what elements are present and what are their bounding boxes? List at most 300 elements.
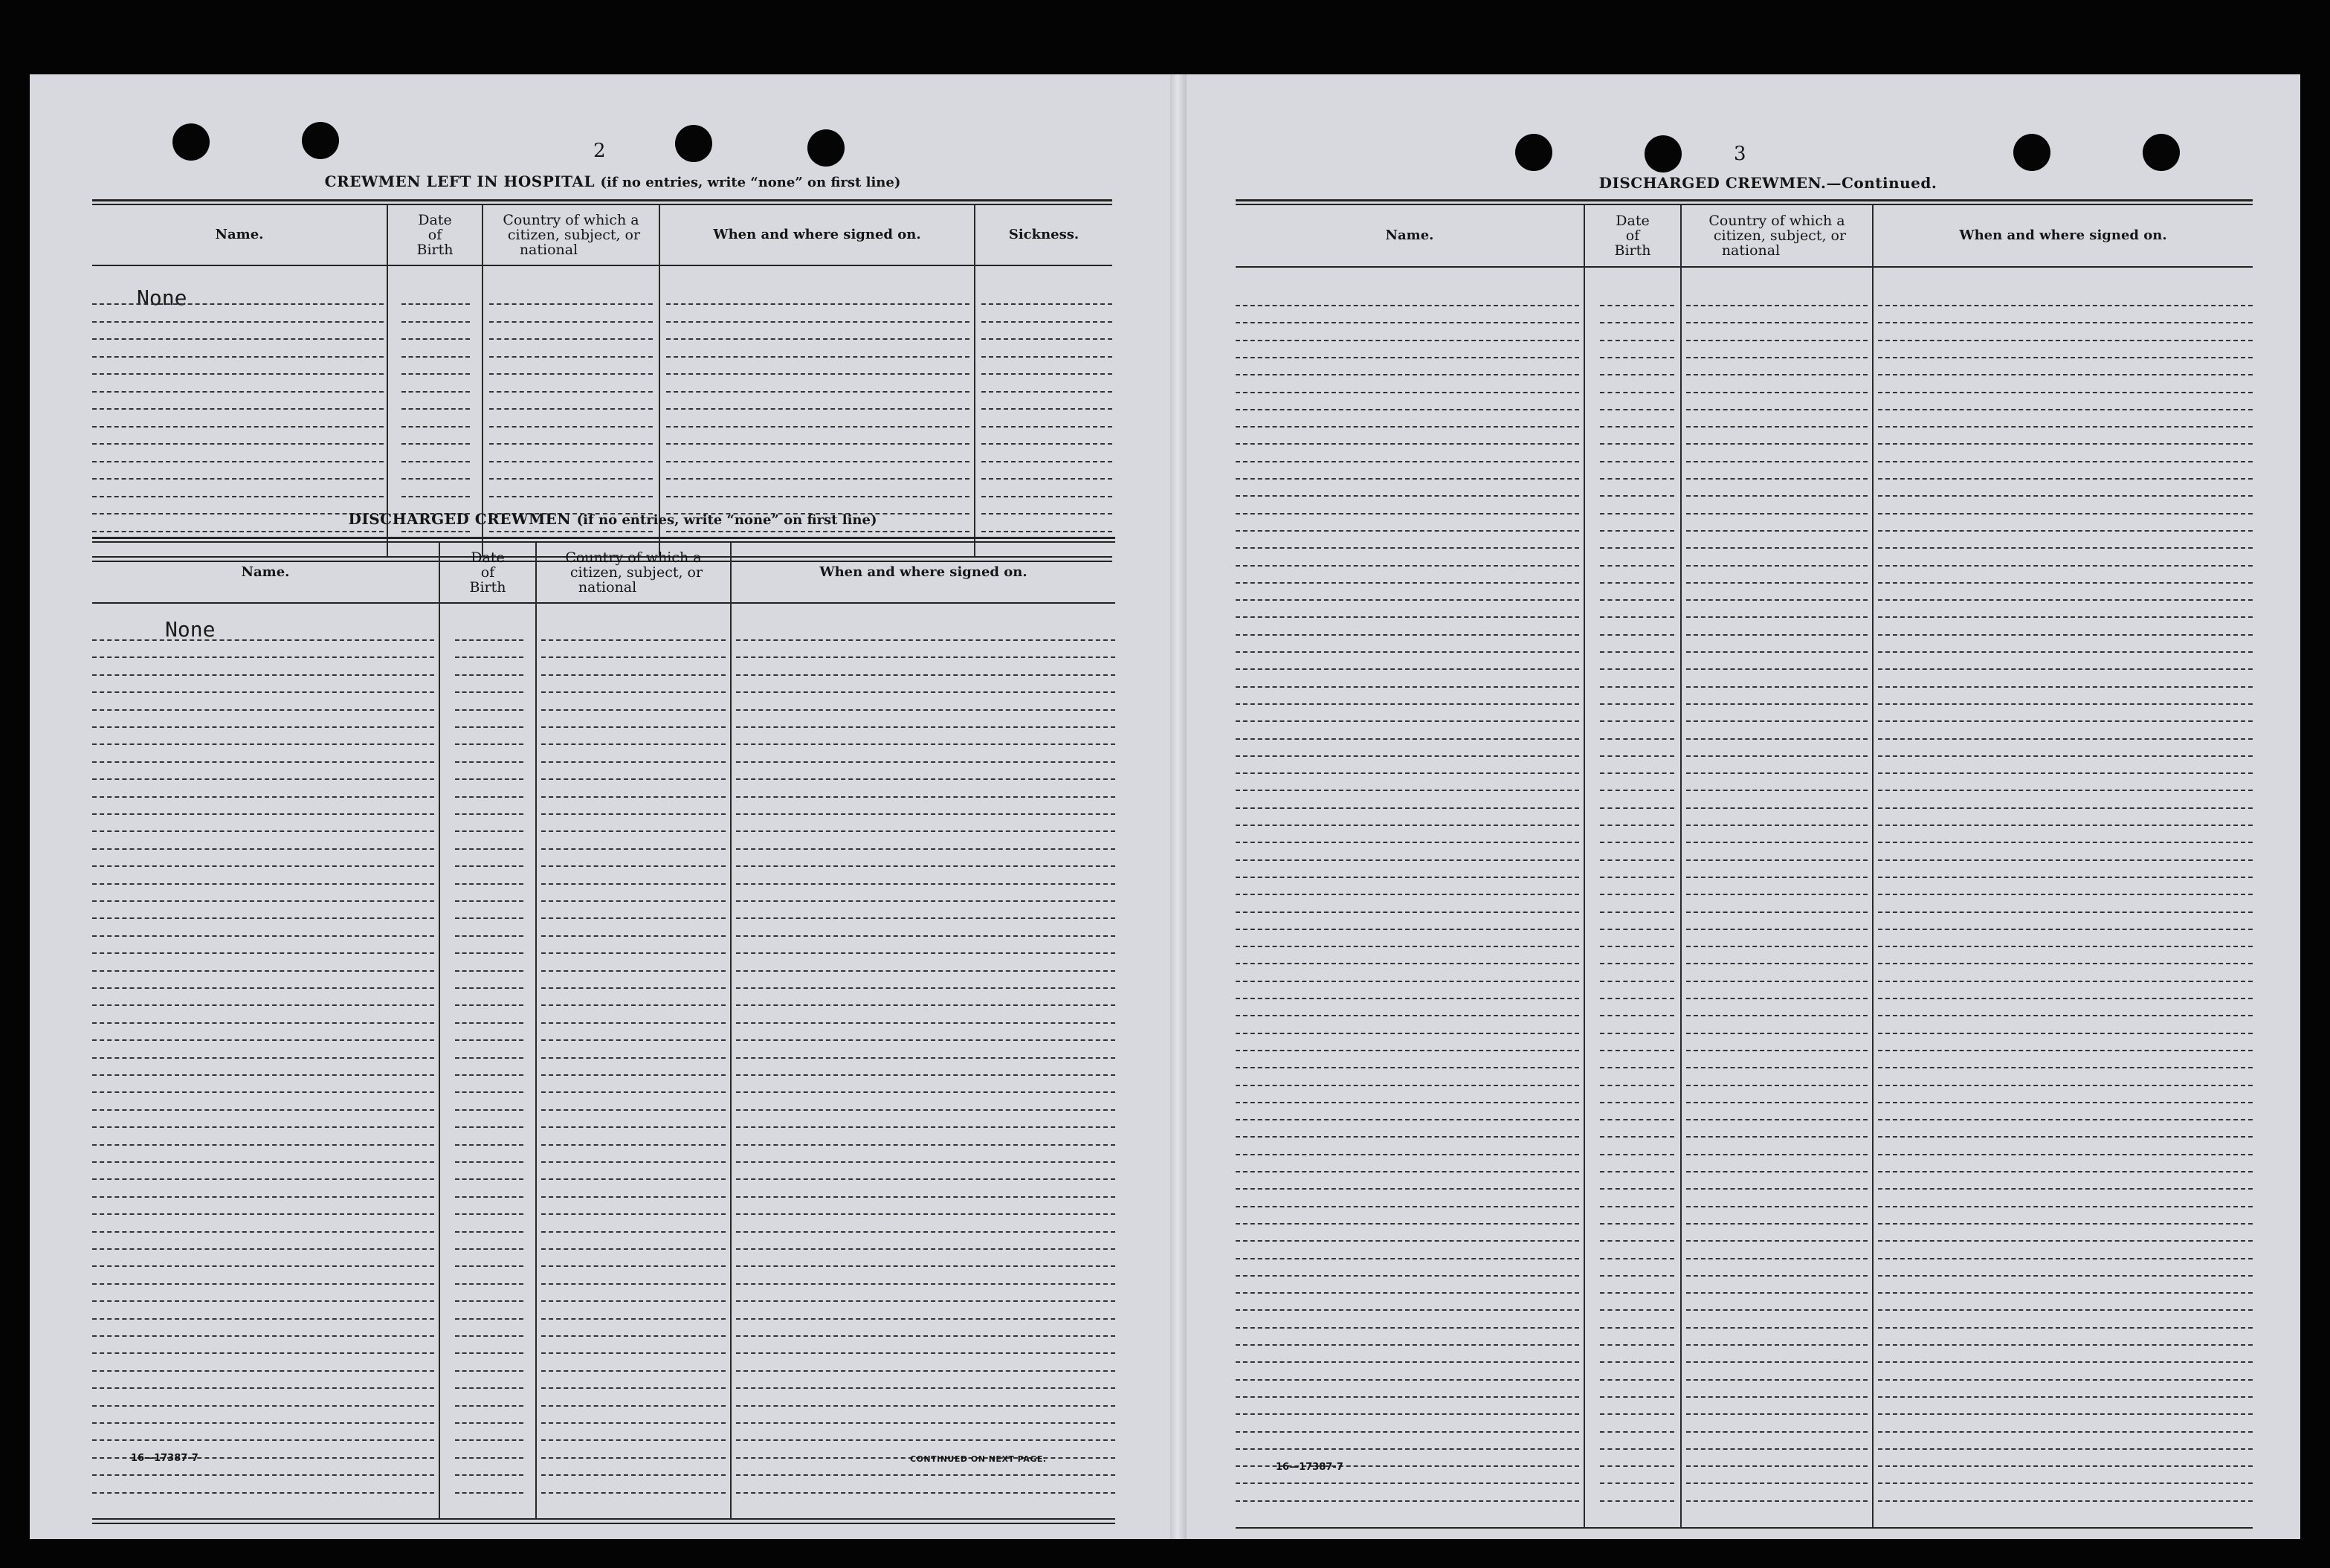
ruled-line (736, 709, 1115, 711)
ruled-line (92, 848, 434, 850)
column-header-country (537, 543, 730, 602)
ruled-line (541, 1004, 726, 1006)
ruled-line (92, 674, 434, 676)
ruled-line (1236, 565, 1579, 567)
ruled-line (1878, 894, 2253, 895)
ruled-line (1686, 1085, 1868, 1086)
hospital-title: CREWMEN LEFT IN HOSPITAL (324, 172, 596, 190)
ruled-line (1878, 1102, 2253, 1103)
ruled-line (1686, 357, 1868, 358)
ruled-line (1236, 495, 1579, 497)
ruled-line (1686, 1171, 1868, 1172)
ruled-line (736, 830, 1115, 832)
ruled-line (92, 1283, 434, 1285)
ruled-line (455, 1457, 523, 1459)
column-header-dob (1585, 205, 1680, 266)
ruled-line (1236, 790, 1579, 791)
ruled-line (541, 935, 726, 937)
ruled-line (1600, 1327, 1674, 1329)
ruled-line (92, 1213, 434, 1215)
ruled-line (541, 1178, 726, 1180)
ruled-line (1236, 981, 1579, 982)
ruled-line (92, 1248, 434, 1250)
ruled-line (1686, 616, 1868, 618)
column-header-country (483, 205, 659, 265)
ruled-line (1600, 1171, 1674, 1172)
column-divider (439, 543, 440, 1518)
ruled-line (92, 373, 384, 375)
ruled-line (1236, 1050, 1579, 1051)
ruled-line (1236, 582, 1579, 584)
ruled-line (1686, 1033, 1868, 1034)
ruled-line (1686, 582, 1868, 584)
ruled-line (92, 1318, 434, 1320)
ruled-line (489, 426, 653, 428)
punch-hole (302, 122, 339, 159)
ruled-line (1878, 1413, 2253, 1415)
first-entry: None (137, 285, 187, 310)
ruled-line (1878, 1258, 2253, 1259)
column-header-name: Name. (215, 227, 264, 242)
ruled-line (92, 1144, 434, 1146)
ruled-line (92, 761, 434, 763)
page-fold (1170, 74, 1187, 1539)
ruled-line (1236, 929, 1579, 930)
ruled-line (92, 970, 434, 972)
ruled-line (455, 848, 523, 850)
ruled-line (455, 1474, 523, 1476)
ruled-line (1878, 1379, 2253, 1381)
ruled-line (736, 1370, 1115, 1372)
column-header-dob (388, 205, 482, 265)
ruled-line (1686, 668, 1868, 670)
ruled-line (1878, 738, 2253, 740)
ruled-line (541, 1126, 726, 1128)
ruled-line (736, 1161, 1115, 1163)
ruled-line (1878, 565, 2253, 567)
ruled-line (489, 478, 653, 480)
column-divider (730, 543, 732, 1518)
ruled-line (1236, 1015, 1579, 1016)
ruled-line (1236, 859, 1579, 861)
ruled-line (1600, 1067, 1674, 1068)
ruled-line (92, 1335, 434, 1337)
ruled-line (981, 426, 1112, 428)
ruled-line (1600, 946, 1674, 947)
form-number-right: 16—17387-7 (1276, 1462, 1343, 1473)
ruled-line (455, 830, 523, 832)
dob-line: Birth (469, 579, 506, 596)
ruled-line (1878, 981, 2253, 982)
ruled-line (401, 496, 470, 497)
discharged-table (92, 537, 1115, 1526)
ruled-line (1236, 305, 1579, 306)
ruled-line (981, 338, 1112, 340)
ruled-line (92, 531, 384, 532)
ruled-line (736, 935, 1115, 937)
ruled-line (1686, 1431, 1868, 1433)
ruled-line (455, 917, 523, 919)
ruled-line (1878, 807, 2253, 809)
ruled-line (1686, 1344, 1868, 1346)
ruled-line (92, 1126, 434, 1128)
ruled-line (455, 1091, 523, 1093)
ruled-line (1878, 461, 2253, 462)
ruled-line (1600, 1292, 1674, 1294)
ruled-line (1686, 1223, 1868, 1225)
ruled-line (1686, 1015, 1868, 1016)
ruled-line (981, 356, 1112, 358)
ruled-line (666, 408, 969, 410)
ruled-line (541, 900, 726, 902)
ruled-line (1236, 894, 1579, 895)
ruled-line (736, 1439, 1115, 1441)
column-divider (1584, 205, 1585, 1527)
ruled-line (1236, 357, 1579, 358)
ruled-line (541, 830, 726, 832)
ruled-line (1878, 634, 2253, 636)
ruled-line (666, 461, 969, 462)
ruled-line (1878, 426, 2253, 428)
ruled-line (1600, 825, 1674, 826)
ruled-line (1236, 374, 1579, 375)
ruled-line (541, 865, 726, 867)
ruled-line (541, 726, 726, 728)
ruled-line (1878, 374, 2253, 375)
continued-note: CONTINUED ON NEXT PAGE. (910, 1454, 1047, 1464)
ruled-line (1878, 877, 2253, 878)
ruled-line (736, 1283, 1115, 1285)
ruled-line (736, 1405, 1115, 1407)
ruled-line (541, 1335, 726, 1337)
ruled-line (1236, 599, 1579, 601)
ruled-line (541, 917, 726, 919)
table-rule (1236, 199, 2253, 201)
ruled-line (92, 1022, 434, 1024)
ruled-line (1600, 1206, 1674, 1207)
ruled-line (736, 726, 1115, 728)
ruled-line (1236, 1431, 1579, 1433)
ruled-line (736, 1057, 1115, 1059)
ruled-line (736, 1265, 1115, 1267)
ruled-line (1686, 478, 1868, 480)
ruled-line (541, 1213, 726, 1215)
ruled-line (541, 1057, 726, 1059)
ruled-line (1686, 755, 1868, 757)
ruled-line (401, 338, 470, 340)
ruled-line (1600, 1379, 1674, 1381)
ruled-line (1600, 1033, 1674, 1034)
ruled-line (1600, 807, 1674, 809)
ruled-line (1236, 912, 1579, 913)
ruled-line (1878, 651, 2253, 653)
ruled-line (1686, 1119, 1868, 1120)
column-header-dob (440, 543, 535, 602)
ruled-line (1600, 720, 1674, 722)
ruled-line (401, 426, 470, 428)
ruled-line (401, 391, 470, 393)
ruled-line (1878, 686, 2253, 688)
ruled-line (1236, 772, 1579, 774)
ruled-line (1878, 1275, 2253, 1277)
ruled-line (1236, 720, 1579, 722)
ruled-line (1686, 1292, 1868, 1294)
ruled-line (455, 1283, 523, 1285)
ruled-line (455, 1196, 523, 1198)
ruled-line (455, 656, 523, 658)
column-divider (535, 543, 537, 1518)
ruled-line (736, 1126, 1115, 1128)
ruled-line (1686, 929, 1868, 930)
country-line: citizen, subject, or (1713, 228, 1847, 244)
ruled-line (401, 443, 470, 445)
ruled-line (1686, 634, 1868, 636)
ruled-line (541, 1248, 726, 1250)
ruled-line (1878, 1050, 2253, 1051)
ruled-line (1236, 738, 1579, 740)
ruled-line (736, 1004, 1115, 1006)
ruled-line (1878, 1085, 2253, 1086)
ruled-line (541, 1352, 726, 1354)
ruled-line (666, 426, 969, 428)
ruled-line (1236, 513, 1579, 514)
ruled-line (736, 656, 1115, 658)
dob-line: Birth (416, 242, 454, 258)
ruled-line (1236, 322, 1579, 323)
ruled-line (92, 1422, 434, 1424)
ruled-line (1236, 340, 1579, 341)
ruled-line (1236, 1188, 1579, 1190)
ruled-line (1236, 807, 1579, 809)
ruled-line (666, 531, 969, 532)
ruled-line (455, 1039, 523, 1041)
ruled-line (1600, 998, 1674, 999)
ruled-line (92, 356, 384, 358)
ruled-line (1600, 772, 1674, 774)
document-sheet (30, 74, 2300, 1539)
ruled-line (455, 778, 523, 780)
ruled-line (455, 1004, 523, 1006)
ruled-line (1236, 1085, 1579, 1086)
ruled-line (1236, 616, 1579, 618)
ruled-line (541, 674, 726, 676)
ruled-line (1600, 426, 1674, 428)
ruled-line (1600, 686, 1674, 688)
ruled-line (736, 1109, 1115, 1111)
ruled-line (1686, 1413, 1868, 1415)
ruled-line (1600, 1413, 1674, 1415)
ruled-line (1878, 1015, 2253, 1016)
ruled-line (92, 338, 384, 340)
ruled-line (1878, 1206, 2253, 1207)
ruled-line (92, 656, 434, 658)
ruled-line (1686, 513, 1868, 514)
ruled-line (1686, 1482, 1868, 1484)
ruled-line (455, 1231, 523, 1233)
ruled-line (1236, 1240, 1579, 1242)
ruled-line (92, 935, 434, 937)
ruled-line (736, 1144, 1115, 1146)
ruled-line (1686, 738, 1868, 740)
ruled-line (1878, 305, 2253, 306)
ruled-line (455, 970, 523, 972)
ruled-line (541, 1457, 726, 1459)
ruled-line (736, 1039, 1115, 1041)
ruled-line (455, 1022, 523, 1024)
ruled-line (1686, 1309, 1868, 1311)
ruled-line (541, 656, 726, 658)
ruled-line (1686, 1396, 1868, 1398)
ruled-line (981, 531, 1112, 532)
ruled-line (541, 813, 726, 815)
ruled-line (1878, 478, 2253, 480)
table-rule (92, 537, 1115, 539)
ruled-line (1600, 1258, 1674, 1259)
ruled-line (1236, 1033, 1579, 1034)
ruled-line (455, 639, 523, 641)
country-line: citizen, subject, or (569, 564, 703, 581)
ruled-line (736, 987, 1115, 989)
ruled-line (541, 883, 726, 885)
ruled-line (1236, 1344, 1579, 1346)
ruled-line (541, 1405, 726, 1407)
ruled-line (1600, 703, 1674, 705)
ruled-line (1686, 1361, 1868, 1363)
ruled-line (1686, 599, 1868, 601)
ruled-line (1236, 530, 1579, 532)
ruled-line (736, 1022, 1115, 1024)
ruled-line (736, 761, 1115, 763)
ruled-line (1600, 1136, 1674, 1138)
ruled-line (92, 917, 434, 919)
ruled-line (1878, 929, 2253, 930)
ruled-line (1686, 1240, 1868, 1242)
ruled-line (1878, 409, 2253, 410)
ruled-line (92, 1109, 434, 1111)
ruled-line (1600, 547, 1674, 549)
ruled-line (1600, 963, 1674, 964)
header-rule (1236, 266, 2253, 268)
ruled-line (1236, 1448, 1579, 1450)
ruled-line (455, 900, 523, 902)
ruled-line (1686, 912, 1868, 913)
ruled-line (1878, 703, 2253, 705)
table-rule (92, 1523, 1115, 1524)
ruled-line (1600, 842, 1674, 843)
ruled-line (489, 461, 653, 462)
ruled-line (1686, 374, 1868, 375)
ruled-line (92, 1074, 434, 1076)
ruled-line (666, 391, 969, 393)
ruled-line (1686, 409, 1868, 410)
ruled-line (736, 691, 1115, 693)
punch-hole (1515, 134, 1552, 171)
ruled-line (1878, 392, 2253, 393)
ruled-line (455, 691, 523, 693)
ruled-line (736, 917, 1115, 919)
ruled-line (1686, 1258, 1868, 1259)
ruled-line (1600, 894, 1674, 895)
ruled-line (541, 970, 726, 972)
ruled-line (92, 1352, 434, 1354)
ruled-line (92, 952, 434, 954)
ruled-line (1600, 738, 1674, 740)
ruled-line (1878, 599, 2253, 601)
dob-line: of (480, 564, 495, 581)
dob-line: Date (471, 549, 505, 566)
discharged-title: DISCHARGED CREWMEN (348, 510, 572, 528)
ruled-line (92, 321, 384, 323)
ruled-line (1600, 357, 1674, 358)
ruled-line (455, 1405, 523, 1407)
ruled-line (736, 1178, 1115, 1180)
ruled-line (455, 1300, 523, 1302)
ruled-line (1878, 842, 2253, 843)
ruled-line (1686, 1206, 1868, 1207)
ruled-line (92, 726, 434, 728)
ruled-line (736, 848, 1115, 850)
ruled-line (981, 321, 1112, 323)
ruled-line (541, 1022, 726, 1024)
ruled-line (92, 743, 434, 745)
ruled-line (736, 743, 1115, 745)
ruled-line (1878, 755, 2253, 757)
ruled-line (1600, 1396, 1674, 1398)
ruled-line (455, 865, 523, 867)
ruled-line (455, 935, 523, 937)
ruled-line (1236, 426, 1579, 428)
ruled-line (1686, 877, 1868, 878)
ruled-line (455, 674, 523, 676)
ruled-line (1686, 1500, 1868, 1502)
ruled-line (92, 883, 434, 885)
ruled-line (92, 391, 384, 393)
ruled-line (1600, 877, 1674, 878)
ruled-line (736, 796, 1115, 798)
ruled-line (1600, 634, 1674, 636)
ruled-line (92, 443, 384, 445)
ruled-line (1600, 1240, 1674, 1242)
column-header-name: Name. (241, 564, 290, 580)
ruled-line (455, 1318, 523, 1320)
ruled-line (455, 813, 523, 815)
ruled-line (1236, 1171, 1579, 1172)
ruled-line (1600, 443, 1674, 445)
ruled-line (1236, 877, 1579, 878)
ruled-line (1878, 495, 2253, 497)
ruled-line (736, 1387, 1115, 1389)
ruled-line (92, 496, 384, 497)
dob-line: Date (1616, 213, 1650, 229)
ruled-line (1878, 859, 2253, 861)
ruled-line (1236, 634, 1579, 636)
ruled-line (1600, 1015, 1674, 1016)
ruled-line (1600, 1431, 1674, 1433)
ruled-line (401, 408, 470, 410)
column-divider (1680, 205, 1682, 1527)
ruled-line (1236, 1154, 1579, 1155)
ruled-line (1600, 1482, 1674, 1484)
ruled-line (541, 1318, 726, 1320)
ruled-line (455, 796, 523, 798)
ruled-line (736, 639, 1115, 641)
ruled-line (1878, 530, 2253, 532)
ruled-line (736, 1091, 1115, 1093)
ruled-line (1236, 825, 1579, 826)
ruled-line (1686, 651, 1868, 653)
ruled-line (1236, 1223, 1579, 1225)
ruled-line (92, 691, 434, 693)
